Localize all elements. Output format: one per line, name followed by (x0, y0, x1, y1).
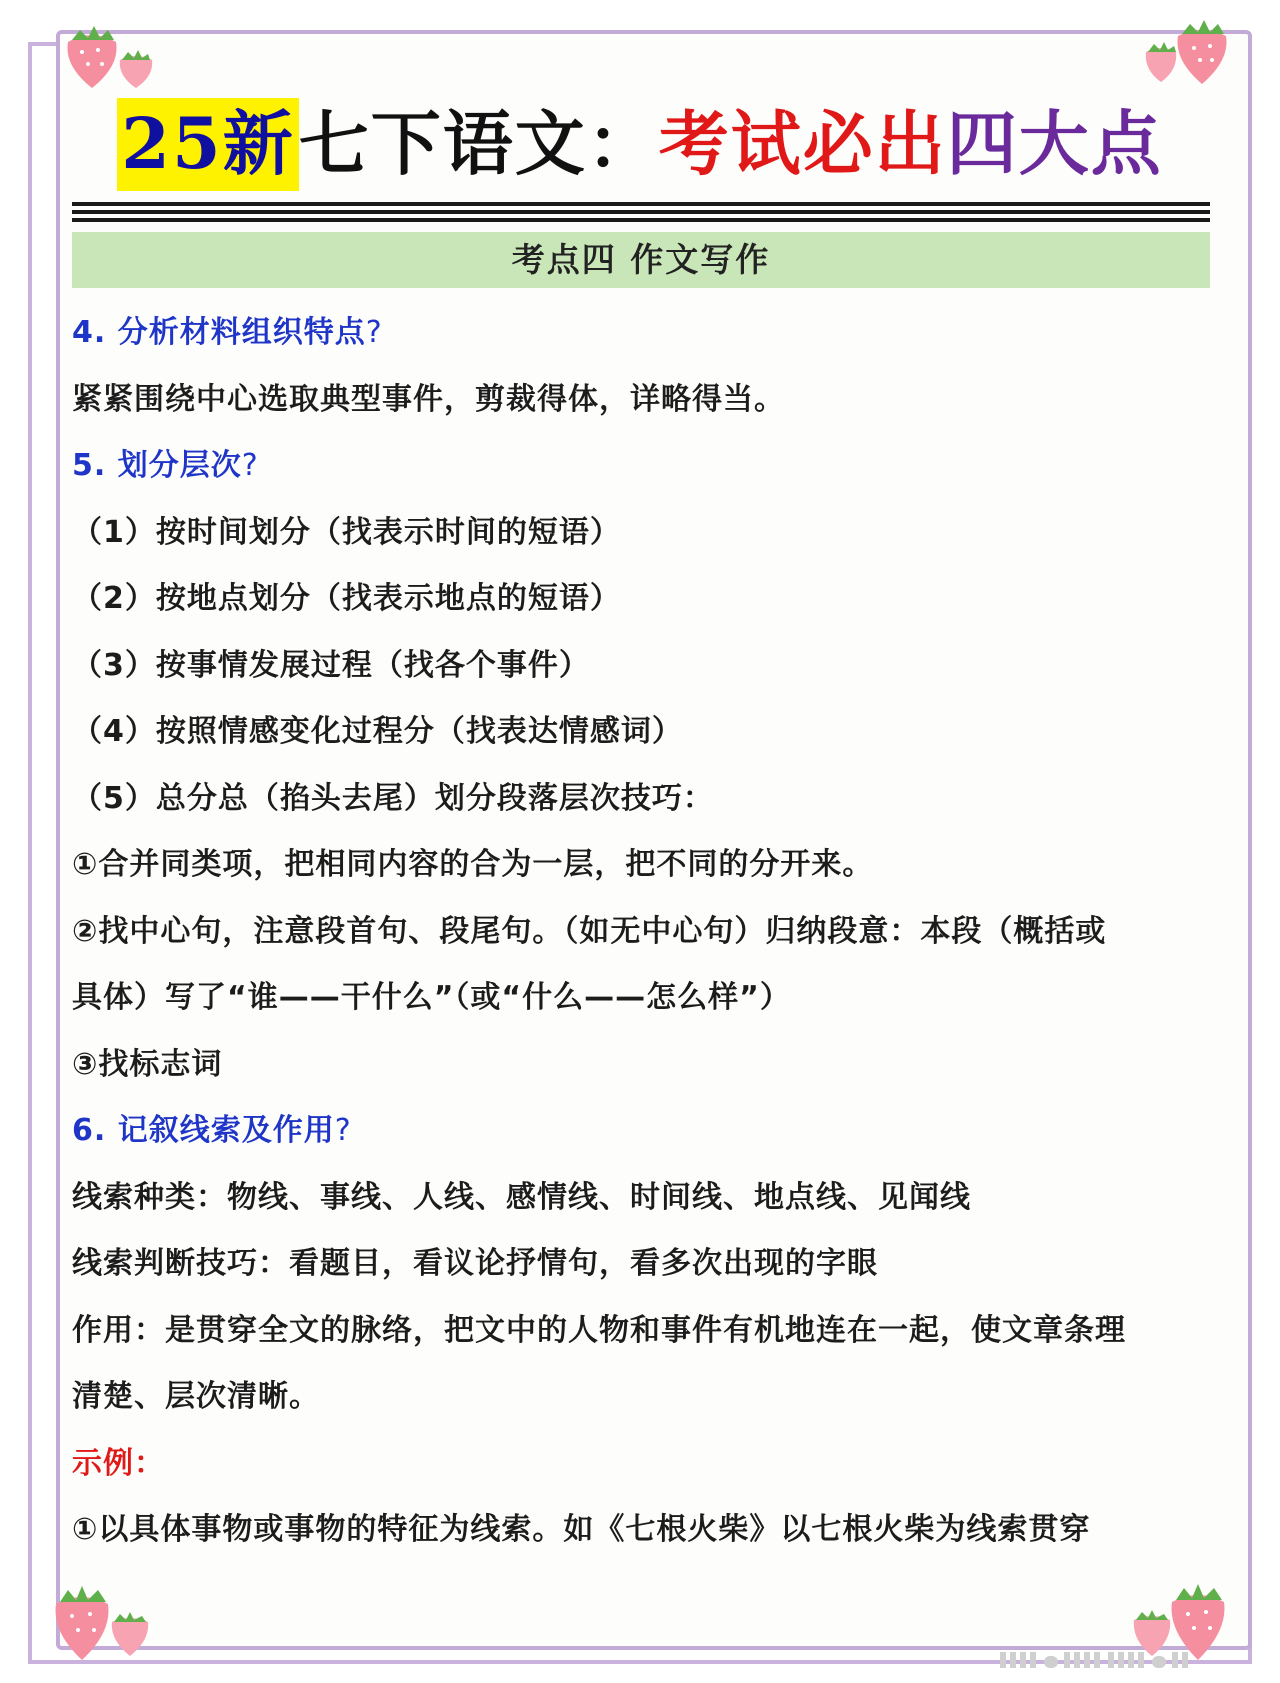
question-heading (72, 300, 1212, 367)
content-line (72, 965, 1212, 1032)
line-text: 作用：是贯穿全文的脉络，把文中的人物和事件有机地连在一起，使文章条理 (72, 1312, 1126, 1348)
content-line (72, 1165, 1212, 1232)
strawberry-icon (58, 18, 158, 90)
content-line (72, 566, 1212, 633)
content-line (72, 500, 1212, 567)
content-line (72, 699, 1212, 766)
title-emphasis: 考试必出 (658, 102, 947, 185)
page-title (0, 88, 1280, 206)
content-line (72, 633, 1212, 700)
question-mark: ? (365, 315, 383, 350)
line-text: 4. 分析材料组织特点 (72, 315, 366, 350)
watermark-graphic (1000, 1648, 1240, 1670)
line-text: ③找标志词 (72, 1046, 223, 1082)
question-heading (72, 433, 1212, 500)
line-text: 清楚、层次清晰。 (72, 1379, 320, 1414)
content-line (72, 367, 1212, 434)
question-mark: ? (241, 448, 259, 483)
title-points: 四大点 (946, 102, 1163, 185)
content-body (72, 300, 1212, 1564)
title-divider (72, 202, 1210, 226)
line-text: （1）按时间划分（找表示时间的短语） (72, 514, 621, 550)
line-text: 5. 划分层次 (72, 448, 242, 483)
line-text: 线索判断技巧：看题目，看议论抒情句，看多次出现的字眼 (72, 1246, 878, 1281)
line-text: 示例： (72, 1445, 165, 1481)
content-line (72, 1497, 1212, 1564)
content-line (72, 1298, 1212, 1365)
section-heading: 考点四 作文写作 (72, 232, 1210, 288)
line-text: 具体）写了“谁——干什么”（或“什么——怎么样”） (72, 980, 791, 1015)
line-text: ①以具体事物或事物的特征为线索。如《七根火柴》以七根火柴为线索贯穿 (72, 1512, 1091, 1547)
line-text: （3）按事情发展过程（找各个事件） (72, 647, 590, 683)
content-line (72, 1364, 1212, 1431)
line-text: 线索种类：物线、事线、人线、感情线、时间线、地点线、见闻线 (72, 1179, 971, 1215)
content-line (72, 1032, 1212, 1099)
strawberry-icon (48, 1578, 158, 1662)
example-label (72, 1431, 1212, 1498)
title-subject: 七下语文： (298, 102, 659, 185)
line-text: 6. 记叙线索及作用 (72, 1113, 335, 1148)
line-text: 紧紧围绕中心选取典型事件，剪裁得体，详略得当。 (72, 381, 785, 417)
content-line (72, 832, 1212, 899)
line-text: （4）按照情感变化过程分（找表达情感词） (72, 714, 683, 749)
content-line (72, 899, 1212, 966)
question-mark: ? (334, 1113, 352, 1148)
line-text: （2）按地点划分（找表示地点的短语） (72, 581, 621, 616)
question-heading (72, 1098, 1212, 1165)
line-text: ②找中心句，注意段首句、段尾句。（如无中心句）归纳段意：本段（概括或 (72, 913, 1107, 949)
strawberry-icon (1140, 16, 1240, 88)
line-text: ①合并同类项，把相同内容的合为一层，把不同的分开来。 (72, 847, 874, 882)
content-line (72, 1231, 1212, 1298)
title-highlight: 25新 (117, 98, 298, 191)
content-line (72, 766, 1212, 833)
line-text: （5）总分总（掐头去尾）划分段落层次技巧： (72, 780, 714, 816)
